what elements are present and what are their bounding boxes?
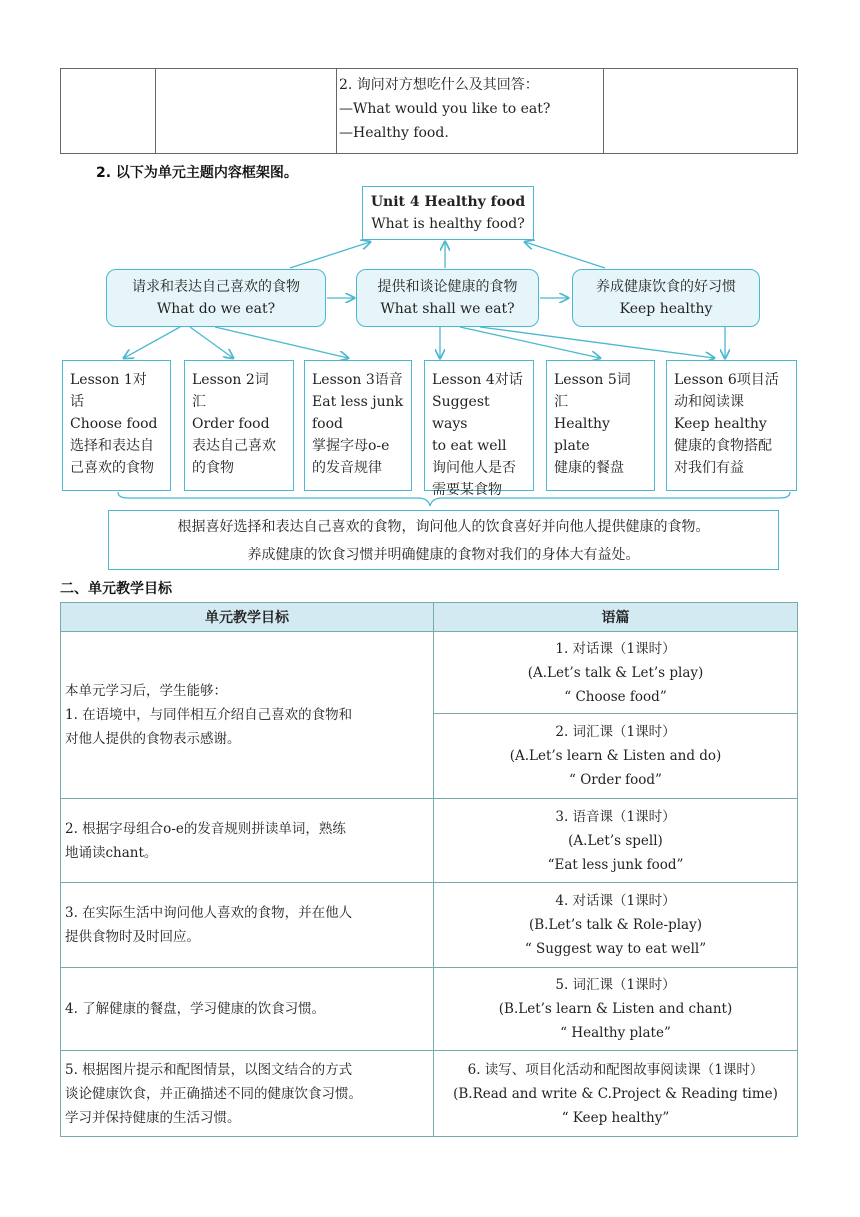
goal-cell-5 [61, 1051, 434, 1137]
lesson-line: 健康的食物搭配 [674, 438, 772, 454]
lesson-line: 动和阅读课 [674, 394, 744, 410]
lesson-cell-line: 4. 对话课（1课时） [555, 893, 676, 909]
lesson-line: Lesson 1对 话 [70, 372, 147, 410]
lesson-box-6 [666, 360, 797, 491]
lesson-line: Eat less junk [312, 394, 404, 410]
branch-en: Keep healthy [619, 301, 713, 317]
goal-line: 2. 根据字母组合o-e的发音规则拼读单词，熟练 [65, 820, 346, 837]
branch-cn: 请求和表达自己喜欢的食物 [132, 279, 300, 295]
lesson-cell-line: 6. 读写、项目化活动和配图故事阅读课（1课时） [467, 1061, 764, 1078]
branch-cn: 提供和谈论健康的食物 [377, 279, 518, 295]
lesson-line: 对我们有益 [674, 460, 744, 476]
goal-line: 4. 了解健康的餐盘，学习健康的饮食习惯。 [65, 1001, 326, 1017]
lesson-box-2 [184, 360, 294, 491]
section2-heading: 2. 以下为单元主题内容框架图。 [96, 165, 298, 181]
branch-box-1 [106, 269, 326, 327]
lesson-cell-line: (B.Read and write & C.Project & Reading time) [453, 1085, 778, 1102]
root-title: Unit 4 Healthy food [370, 194, 526, 210]
lesson-cell-5 [434, 968, 798, 1051]
goal-cell-1 [61, 632, 434, 799]
diagram-root-box [362, 186, 534, 240]
objectives-table [60, 602, 798, 1137]
branch-cn: 养成健康饮食的好习惯 [596, 279, 736, 295]
top-cell-line: 2. 询问对方想吃什么及其回答： [339, 77, 539, 93]
lesson-line: to eat well [432, 438, 507, 454]
lesson-line: 表达自己喜欢 [192, 438, 276, 454]
branch-box-2 [356, 269, 539, 327]
lesson-line: Lesson 3语音 [312, 372, 403, 388]
summary-line-1: 根据喜好选择和表达自己喜欢的食物，询问他人的饮食喜好并向他人提供健康的食物。 [177, 519, 710, 535]
lesson-cell-line: 1. 对话课（1课时） [555, 640, 676, 657]
lesson-cell-line: (A.Let’s spell) [568, 832, 663, 849]
goal-line: 本单元学习后，学生能够： [65, 683, 227, 699]
goal-line: 对他人提供的食物表示感谢。 [65, 731, 241, 747]
header-goal: 单元教学目标 [61, 603, 434, 632]
lesson-line: food [312, 416, 344, 432]
goal-cell-2 [61, 799, 434, 883]
lesson-cell-6 [434, 1051, 798, 1137]
lesson-line: Suggest ways [432, 394, 490, 432]
lesson-cell-line: (B.Let’s talk & Role-play) [528, 917, 702, 933]
lesson-cell-line: “ Healthy plate” [560, 1025, 671, 1041]
lesson-line: Lesson 2词 汇 [192, 372, 269, 410]
lesson-line: 的发音规律 [312, 460, 382, 476]
lesson-line: 需要某食物 [432, 482, 502, 498]
goal-line: 学习并保持健康的生活习惯。 [65, 1109, 241, 1126]
goal-line: 地诵读chant。 [65, 844, 158, 861]
lesson-cell-line: 2. 词汇课（1课时） [555, 724, 676, 740]
lesson-line: 健康的餐盘 [554, 460, 624, 476]
diagram-summary-box [108, 510, 779, 570]
goal-line: 谈论健康饮食，并正确描述不同的健康饮食习惯。 [65, 1085, 362, 1102]
lesson-line: Order food [192, 416, 270, 432]
goal-line: 5. 根据图片提示和配图情景，以图文结合的方式 [65, 1061, 353, 1078]
lesson-line: 的食物 [192, 460, 234, 476]
lesson-cell-4 [434, 883, 798, 968]
lesson-line: Healthy plate [554, 416, 610, 454]
lesson-box-1 [62, 360, 171, 491]
lesson-line: Keep healthy [674, 416, 767, 432]
lesson-cell-line: “ Choose food” [564, 688, 667, 705]
lesson-cell-line: “ Suggest way to eat well” [524, 941, 707, 957]
lesson-cell-2 [434, 714, 798, 799]
lesson-line: Choose food [70, 416, 158, 432]
header-text: 语篇 [434, 603, 798, 632]
lesson-cell-line: “ Order food” [569, 772, 662, 788]
top-cell-line: —Healthy food. [339, 125, 449, 141]
lesson-line: Lesson 6项目活 [674, 372, 779, 388]
lesson-cell-line: (A.Let’s talk & Let’s play) [527, 664, 704, 681]
branch-en: What do we eat? [156, 301, 276, 317]
section-heading: 二、单元教学目标 [60, 581, 172, 597]
goal-line: 3. 在实际生活中询问他人喜欢的食物，并在他人 [65, 905, 353, 921]
lesson-cell-line: “Eat less junk food” [547, 856, 684, 873]
goal-line: 提供食物时及时回应。 [65, 929, 200, 945]
goal-cell-3 [61, 883, 434, 968]
lesson-cell-line: “ Keep healthy” [561, 1109, 670, 1126]
top-cell-line: —What would you like to eat? [339, 101, 551, 117]
branch-en: What shall we eat? [380, 301, 515, 317]
lesson-cell-1 [434, 632, 798, 714]
lesson-line: 询问他人是否 [432, 460, 516, 476]
root-subtitle: What is healthy food? [371, 216, 525, 232]
goal-cell-4 [61, 968, 434, 1051]
lesson-box-3 [304, 360, 412, 491]
lesson-line: 己喜欢的食物 [70, 460, 154, 476]
goal-line: 1. 在语境中，与同伴相互介绍自己喜欢的食物和 [65, 707, 353, 723]
lesson-line: Lesson 5词 汇 [554, 372, 631, 410]
lesson-box-4 [424, 360, 534, 498]
lesson-cell-line: (B.Let’s learn & Listen and chant) [498, 1001, 733, 1017]
branch-box-3 [572, 269, 760, 327]
lesson-cell-3 [434, 799, 798, 883]
lesson-line: 选择和表达自 [70, 438, 154, 454]
lesson-line: Lesson 4对话 [432, 372, 523, 388]
lesson-cell-line: 5. 词汇课（1课时） [555, 977, 676, 993]
lesson-cell-line: (A.Let’s learn & Listen and do) [509, 748, 722, 764]
summary-line-2: 养成健康的饮食习惯并明确健康的食物对我们的身体大有益处。 [247, 547, 640, 563]
lesson-cell-line: 3. 语音课（1课时） [555, 808, 676, 825]
lesson-box-5 [546, 360, 655, 491]
lesson-line: 掌握字母o-e [312, 438, 390, 454]
